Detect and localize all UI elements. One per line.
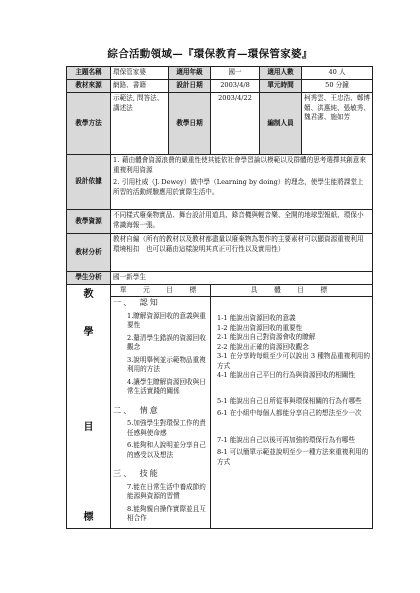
specific-objective: 4-1 能說出自己平日的行為與資源回收的相關性 <box>217 371 355 379</box>
grade-value: 國一 <box>211 67 260 80</box>
student-row <box>67 272 373 285</box>
design-date-label: 設計日期 <box>169 80 211 93</box>
header-row-1 <box>67 67 373 80</box>
unit-objective: 1.瞭解資源回收的意義與重要性 <box>127 311 206 329</box>
specific-objectives-header: 具 體 目 標 <box>211 284 373 297</box>
specific-objective: 2-1 能說出自己對資源會收的瞭解 <box>217 333 316 341</box>
unit-objectives-header: 單 元 目 標 <box>111 284 211 297</box>
unit-objective: 6.能夠和人說明並分享自己的感受以及想法 <box>127 441 206 459</box>
unit-objective: 7.能在日常生活中養成節約能源與資源的習慣 <box>127 482 206 500</box>
analysis-value: 教材自編（所有的教材以及教材都盡量以廢棄物為製作的主要素材可以顯資源重複利用環境相扣 也可以藉由這樣說明其真正可行性以及實用性） <box>111 234 373 272</box>
analysis-row <box>67 234 373 272</box>
editor-value: 柯秀雲、王忠浩、鄭博媚、洪惠純、張敏秀、魏君潔、施如芳 <box>302 93 373 155</box>
people-value: 40 人 <box>302 67 373 80</box>
unit-objective: 5.加強學生對環保工作的責任感與使命感 <box>127 419 206 437</box>
source-value: 網路、書籍 <box>111 80 169 93</box>
time-label: 單元時間 <box>260 80 302 93</box>
section-title: 三、 技能 <box>113 468 160 478</box>
basis-row <box>67 155 373 210</box>
time-value: 50 分鐘 <box>302 80 373 93</box>
lesson-plan-table <box>66 66 373 529</box>
resources-label: 教學資源 <box>67 210 111 234</box>
basis-item: 2. 引用杜威（J. Dewey）做中學（Learning by doing）的理念，使學生能將課堂上所習的活動經驗應用於實際生活中。 <box>113 178 364 196</box>
analysis-label: 教材分析 <box>67 234 111 272</box>
specific-objective: 1-2 能說出資源回收的重要性 <box>217 323 303 332</box>
specific-objective: 2-2 能說出正確的資源回收觀念 <box>217 342 309 351</box>
unit-objective: 3.說明舉例並示範物品重複利用的方法 <box>127 355 206 373</box>
specific-objective: 6-1 在小組中每個人都能分享自己的想法至少一次 <box>217 409 362 417</box>
objectives-body-row <box>67 297 373 529</box>
design-date-value: 2003/4/8 <box>211 80 260 93</box>
student-label: 學生分析 <box>67 272 111 285</box>
resources-row <box>67 210 373 234</box>
section-title: 二、 情意 <box>113 404 160 415</box>
topic-label: 主題名稱 <box>67 67 111 80</box>
specific-objective: 3-1 在分享時每組至少可以說出 3 種物品重複利用的方式 <box>217 352 370 370</box>
section-title: 一、 認知 <box>113 297 160 307</box>
topic-value: 環保管家婆 <box>111 67 169 80</box>
specific-objective: 5-1 能說出自己日所從事與環保相關的行為有哪些 <box>217 396 362 405</box>
editor-label: 編制人員 <box>260 93 302 155</box>
header-row-3 <box>67 93 373 155</box>
objectives-head-row <box>67 284 373 297</box>
basis-content <box>111 155 373 210</box>
specific-objectives <box>211 297 373 529</box>
unit-objective: 2.釐清學生錯誤的資源回收觀念 <box>127 333 206 351</box>
method-label: 教學方法 <box>67 93 111 155</box>
header-row-2 <box>67 80 373 93</box>
unit-objective: 4.讓學生瞭解資源回收與日常生活實踐的關係 <box>127 377 206 395</box>
specific-objective: 7-1 能說出自己以後可再加強的環保行為有哪些 <box>217 435 355 444</box>
method-value: 示範法, 問答法、講述法 <box>111 93 169 155</box>
basis-item: 1. 藉由體會資源浪費的嚴重性使其能依社會學習論以模範以及群體的思考選擇其創意來重複利用資源 <box>113 156 366 174</box>
resources-value: 不同樣式廢棄物實品、舞台設計用道具、錄音機與輕音樂、全開的地球型報紙、環保小常識海報一張。 <box>111 210 373 234</box>
teach-date-value: 2003/4/22 <box>211 93 260 155</box>
unit-objective: 8.能夠親自操作實際並且互相合作 <box>127 504 206 522</box>
grade-label: 適用年級 <box>169 67 211 80</box>
people-label: 適用人數 <box>260 67 302 80</box>
unit-objectives <box>111 297 211 529</box>
specific-objective: 8-1 可以簡單示範並說明至少一種方法來重複利用的方式 <box>217 448 369 466</box>
student-value: 國一新學生 <box>111 272 373 285</box>
document-title: 綜合活動領域—『環保教育—環保管家婆』 <box>107 48 313 60</box>
teach-date-label: 教學日期 <box>169 93 211 155</box>
source-label: 教材來源 <box>67 80 111 93</box>
basis-label: 設計依據 <box>67 155 111 210</box>
specific-objective: 1-1 能說出資源回收的意義 <box>217 314 296 322</box>
objectives-side-label: 教 學 目 標 <box>67 284 111 528</box>
